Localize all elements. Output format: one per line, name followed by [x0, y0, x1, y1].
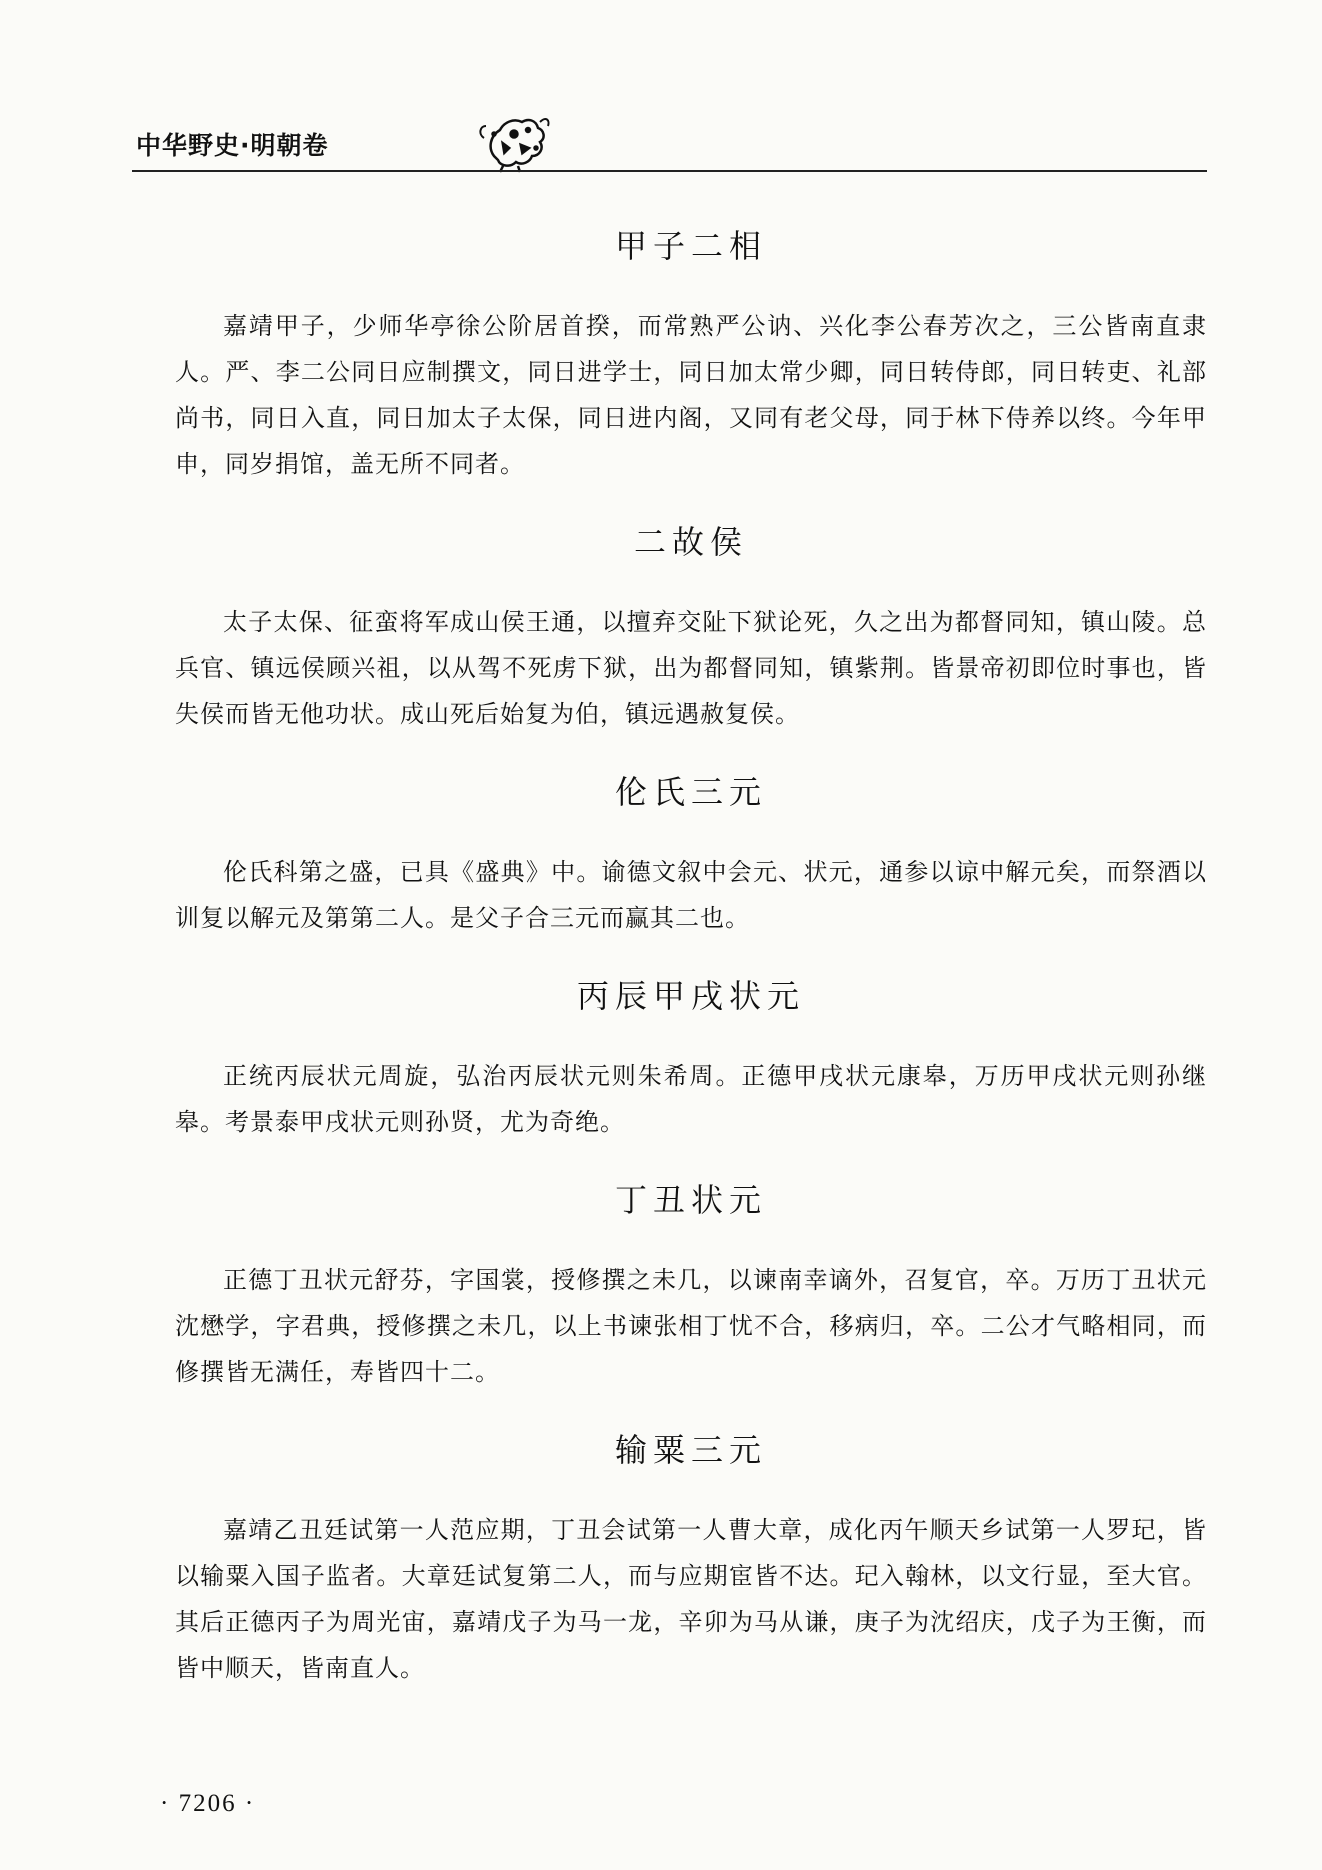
- page-body: [175, 225, 1207, 1725]
- section-paragraph: 嘉靖甲子，少师华亭徐公阶居首揆，而常熟严公讷、兴化李公春芳次之，三公皆南直隶人。严、李二公同日应制撰文，同日进学士，同日加太常少卿，同日转侍郎，同日转吏、礼部尚书，同日入直，同日加太子太保，同日进内阁，又同有老父母，同于林下侍养以终。今年甲申，同岁捐馆，盖无所不同者。: [175, 312, 1207, 478]
- section-paragraph: 正统丙辰状元周旋，弘治丙辰状元则朱希周。正德甲戌状元康皋，万历甲戌状元则孙继皋。考景泰甲戌状元则孙贤，尤为奇绝。: [175, 1062, 1207, 1136]
- section-title: 丁丑状元: [614, 1181, 767, 1219]
- section-er-guhou: [175, 521, 1207, 737]
- section-jiazi-erxiang: [175, 225, 1207, 487]
- section-title: 输粟三元: [614, 1431, 767, 1469]
- section-paragraph: 正德丁丑状元舒芬，字国裳，授修撰之未几，以谏南幸谪外，召复官，卒。万历丁丑状元沈懋学，字君典，授修撰之未几，以上书谏张相丁忧不合，移病归，卒。二公才气略相同，而修撰皆无满任，寿皆四十二。: [175, 1266, 1207, 1386]
- section-title: 二故侯: [633, 523, 748, 561]
- page-header: [132, 118, 1207, 174]
- section-paragraph: 伦氏科第之盛，已具《盛典》中。谕德文叙中会元、状元，通参以谅中解元矣，而祭酒以训复以解元及第第二人。是父子合三元而赢其二也。: [175, 858, 1207, 932]
- book-title: 中华野史·明朝卷: [136, 131, 329, 160]
- section-paragraph: 太子太保、征蛮将军成山侯王通，以擅弃交阯下狱论死，久之出为都督同知，镇山陵。总兵官、镇远侯顾兴祖，以从驾不死虏下狱，出为都督同知，镇紫荆。皆景帝初即位时事也，皆失侯而皆无他功状。成山死后始复为伯，镇远遇赦复侯。: [175, 608, 1207, 728]
- section-shusu-sanyuan: [175, 1429, 1207, 1691]
- section-bingchen-jiaxu: [175, 975, 1207, 1145]
- section-lunshi-sanyuan: [175, 771, 1207, 941]
- section-dingchou: [175, 1179, 1207, 1395]
- section-title: 丙辰甲戌状元: [576, 977, 805, 1015]
- section-paragraph: 嘉靖乙丑廷试第一人范应期，丁丑会试第一人曹大章，成化丙午顺天乡试第一人罗玘，皆以输粟入国子监者。大章廷试复第二人，而与应期宦皆不达。玘入翰林，以文行显，至大官。其后正德丙子为周光宙，嘉靖戊子为马一龙，辛卯为马从谦，庚子为沈绍庆，戊子为王衡，而皆中顺天，皆南直人。: [175, 1516, 1207, 1682]
- section-title: 甲子二相: [614, 227, 767, 265]
- header-divider: [132, 170, 1207, 172]
- page-number: · 7206 ·: [160, 1790, 256, 1817]
- dragon-emblem-icon: [474, 108, 552, 174]
- section-title: 伦氏三元: [614, 773, 767, 811]
